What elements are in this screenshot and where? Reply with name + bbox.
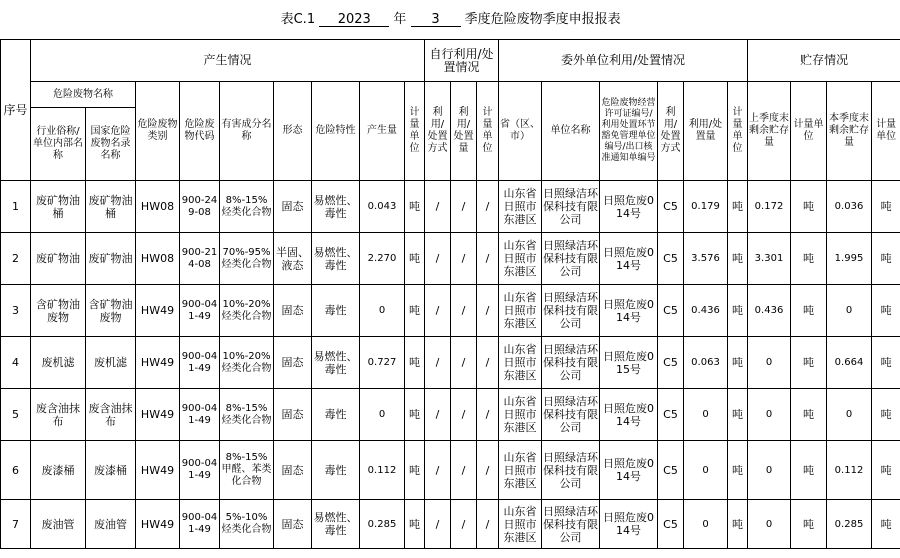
header-curr-storage: 本季度末剩余贮存量: [827, 82, 872, 181]
cell-out-unit: 吨: [728, 181, 748, 233]
cell-prev-storage: 0: [748, 337, 791, 389]
cell-license: 日照危废014号: [600, 389, 658, 441]
report-quarter: 3: [411, 13, 461, 27]
header-self-mode: 利用/处置方式: [425, 82, 451, 181]
header-company: 单位名称: [542, 82, 600, 181]
cell-company: 日照绿洁环保科技有限公司: [542, 441, 600, 500]
cell-prev-unit: 吨: [791, 500, 827, 549]
cell-component: 10%-20%烃类化合物: [220, 285, 274, 337]
cell-license: 日照危废014号: [600, 181, 658, 233]
cell-license: 日照危废015号: [600, 337, 658, 389]
cell-category: HW08: [136, 181, 180, 233]
cell-self-mode: /: [425, 389, 451, 441]
cell-code: 900-249-08: [180, 181, 220, 233]
cell-form: 固态: [274, 441, 312, 500]
cell-industry-name: 废漆桶: [31, 441, 86, 500]
cell-prev-storage: 0.436: [748, 285, 791, 337]
cell-no: 7: [1, 500, 31, 549]
header-waste-category: 危险废物类别: [136, 82, 180, 181]
cell-category: HW49: [136, 285, 180, 337]
cell-self-mode: /: [425, 441, 451, 500]
cell-curr-unit: 吨: [872, 337, 900, 389]
cell-prev-storage: 0: [748, 441, 791, 500]
cell-license: 日照危废014号: [600, 285, 658, 337]
cell-form: 固态: [274, 500, 312, 549]
cell-industry-name: 废含油抹布: [31, 389, 86, 441]
cell-hazard: 易燃性、毒性: [312, 181, 360, 233]
header-self-unit: 计量单位: [477, 82, 499, 181]
header-storage-unit: 计量单位: [791, 82, 827, 181]
cell-amount: 0.285: [360, 500, 405, 549]
cell-hazard: 毒性: [312, 389, 360, 441]
cell-out-mode: C5: [658, 233, 684, 285]
cell-category: HW08: [136, 233, 180, 285]
table-row: [1, 441, 900, 500]
cell-category: HW49: [136, 441, 180, 500]
cell-unit: 吨: [405, 285, 425, 337]
cell-out-amount: 0: [684, 500, 728, 549]
cell-out-mode: C5: [658, 500, 684, 549]
header-waste-name-group: 危险废物名称: [31, 82, 136, 108]
group-outsourced: 委外单位利用/处置情况: [499, 40, 748, 82]
cell-out-amount: 0: [684, 389, 728, 441]
cell-national-name: 废油管: [86, 500, 136, 549]
cell-province: 山东省日照市东港区: [499, 500, 542, 549]
cell-unit: 吨: [405, 389, 425, 441]
table-row: [1, 389, 900, 441]
cell-no: 3: [1, 285, 31, 337]
cell-component: 70%-95%烃类化合物: [220, 233, 274, 285]
cell-license: 日照危废014号: [600, 233, 658, 285]
cell-province: 山东省日照市东港区: [499, 441, 542, 500]
cell-component: 8%-15%烃类化合物: [220, 181, 274, 233]
cell-license: 日照危废014号: [600, 500, 658, 549]
cell-self-amount: /: [451, 389, 477, 441]
cell-category: HW49: [136, 337, 180, 389]
cell-self-mode: /: [425, 233, 451, 285]
cell-hazard: 毒性: [312, 441, 360, 500]
cell-self-amount: /: [451, 441, 477, 500]
cell-national-name: 废矿物油桶: [86, 181, 136, 233]
cell-prev-unit: 吨: [791, 181, 827, 233]
header-curr-unit: 计量单位: [872, 82, 900, 181]
cell-industry-name: 废矿物油: [31, 233, 86, 285]
cell-no: 5: [1, 389, 31, 441]
table-row: [1, 181, 900, 233]
cell-code: 900-041-49: [180, 337, 220, 389]
report-title: 表C.1 2023 年 3 季度危险废物季度申报报表: [1, 0, 900, 40]
cell-province: 山东省日照市东港区: [499, 389, 542, 441]
cell-component: 5%-10%烃类化合物: [220, 500, 274, 549]
cell-out-amount: 0.063: [684, 337, 728, 389]
cell-self-mode: /: [425, 337, 451, 389]
cell-license: 日照危废014号: [600, 441, 658, 500]
cell-national-name: 废机滤: [86, 337, 136, 389]
cell-province: 山东省日照市东港区: [499, 181, 542, 233]
cell-out-amount: 0.179: [684, 181, 728, 233]
cell-no: 1: [1, 181, 31, 233]
cell-company: 日照绿洁环保科技有限公司: [542, 389, 600, 441]
cell-national-name: 含矿物油废物: [86, 285, 136, 337]
cell-component: 10%-20%烃类化合物: [220, 337, 274, 389]
cell-curr-storage: 0.285: [827, 500, 872, 549]
cell-company: 日照绿洁环保科技有限公司: [542, 285, 600, 337]
cell-code: 900-041-49: [180, 389, 220, 441]
cell-company: 日照绿洁环保科技有限公司: [542, 337, 600, 389]
cell-unit: 吨: [405, 337, 425, 389]
cell-curr-storage: 0.664: [827, 337, 872, 389]
cell-self-unit: /: [477, 181, 499, 233]
cell-out-unit: 吨: [728, 233, 748, 285]
cell-self-mode: /: [425, 500, 451, 549]
cell-prev-unit: 吨: [791, 389, 827, 441]
cell-company: 日照绿洁环保科技有限公司: [542, 181, 600, 233]
header-hazard: 危险特性: [312, 82, 360, 181]
cell-unit: 吨: [405, 441, 425, 500]
cell-unit: 吨: [405, 233, 425, 285]
cell-out-amount: 0: [684, 441, 728, 500]
cell-self-mode: /: [425, 285, 451, 337]
cell-hazard: 易燃性、毒性: [312, 500, 360, 549]
cell-company: 日照绿洁环保科技有限公司: [542, 233, 600, 285]
header-unit: 计量单位: [405, 82, 425, 181]
cell-amount: 0.727: [360, 337, 405, 389]
header-province: 省（区、市）: [499, 82, 542, 181]
cell-hazard: 易燃性、毒性: [312, 337, 360, 389]
cell-category: HW49: [136, 389, 180, 441]
cell-prev-storage: 0: [748, 389, 791, 441]
cell-amount: 0: [360, 389, 405, 441]
cell-component: 8%-15%烃类化合物: [220, 389, 274, 441]
cell-unit: 吨: [405, 181, 425, 233]
cell-industry-name: 废机滤: [31, 337, 86, 389]
cell-self-unit: /: [477, 389, 499, 441]
cell-out-unit: 吨: [728, 389, 748, 441]
cell-curr-storage: 0: [827, 285, 872, 337]
cell-curr-unit: 吨: [872, 233, 900, 285]
report-year: 2023: [319, 13, 389, 27]
cell-prev-unit: 吨: [791, 337, 827, 389]
cell-province: 山东省日照市东港区: [499, 233, 542, 285]
data-rows: [1, 181, 900, 549]
cell-amount: 0.043: [360, 181, 405, 233]
header-amount: 产生量: [360, 82, 405, 181]
cell-national-name: 废含油抹布: [86, 389, 136, 441]
header-out-unit: 计量单位: [728, 82, 748, 181]
cell-self-amount: /: [451, 337, 477, 389]
cell-amount: 0: [360, 285, 405, 337]
cell-no: 6: [1, 441, 31, 500]
cell-out-mode: C5: [658, 337, 684, 389]
cell-out-mode: C5: [658, 285, 684, 337]
cell-curr-unit: 吨: [872, 500, 900, 549]
cell-self-unit: /: [477, 285, 499, 337]
header-national-name: 国家危险废物名录名称: [86, 108, 136, 181]
group-storage: 贮存情况: [748, 40, 900, 82]
header-waste-code: 危险废物代码: [180, 82, 220, 181]
cell-curr-unit: 吨: [872, 441, 900, 500]
cell-unit: 吨: [405, 500, 425, 549]
cell-industry-name: 废油管: [31, 500, 86, 549]
cell-form: 固态: [274, 285, 312, 337]
header-industry-name: 行业俗称/单位内部名称: [31, 108, 86, 181]
cell-out-amount: 0.436: [684, 285, 728, 337]
table-row: [1, 285, 900, 337]
cell-national-name: 废漆桶: [86, 441, 136, 500]
header-self-amount: 利用/处置量: [451, 82, 477, 181]
cell-province: 山东省日照市东港区: [499, 337, 542, 389]
cell-out-unit: 吨: [728, 500, 748, 549]
cell-curr-storage: 0: [827, 389, 872, 441]
cell-out-amount: 3.576: [684, 233, 728, 285]
cell-curr-unit: 吨: [872, 285, 900, 337]
cell-amount: 0.112: [360, 441, 405, 500]
cell-self-amount: /: [451, 285, 477, 337]
cell-out-unit: 吨: [728, 441, 748, 500]
cell-prev-storage: 3.301: [748, 233, 791, 285]
group-production: 产生情况: [31, 40, 425, 82]
cell-form: 半固、液态: [274, 233, 312, 285]
cell-self-mode: /: [425, 181, 451, 233]
cell-hazard: 易燃性、毒性: [312, 233, 360, 285]
cell-component: 8%-15%甲醛、苯类化合物: [220, 441, 274, 500]
cell-form: 固态: [274, 181, 312, 233]
cell-code: 900-214-08: [180, 233, 220, 285]
cell-code: 900-041-49: [180, 441, 220, 500]
header-prev-storage: 上季度末剩余贮存量: [748, 82, 791, 181]
cell-prev-unit: 吨: [791, 285, 827, 337]
header-harmful-component: 有害成分名称: [220, 82, 274, 181]
table-row: [1, 233, 900, 285]
header-license: 危险废物经营许可证编号/利用处置环节豁免管理单位编号/出口核准通知单编号: [600, 82, 658, 181]
cell-prev-unit: 吨: [791, 441, 827, 500]
cell-out-mode: C5: [658, 441, 684, 500]
header-form: 形态: [274, 82, 312, 181]
cell-company: 日照绿洁环保科技有限公司: [542, 500, 600, 549]
cell-form: 固态: [274, 389, 312, 441]
cell-form: 固态: [274, 337, 312, 389]
cell-curr-unit: 吨: [872, 181, 900, 233]
cell-curr-storage: 0.036: [827, 181, 872, 233]
cell-category: HW49: [136, 500, 180, 549]
cell-prev-storage: 0.172: [748, 181, 791, 233]
cell-self-unit: /: [477, 500, 499, 549]
cell-amount: 2.270: [360, 233, 405, 285]
table-row: [1, 337, 900, 389]
cell-out-unit: 吨: [728, 285, 748, 337]
header-out-mode: 利用/处置方式: [658, 82, 684, 181]
cell-out-mode: C5: [658, 181, 684, 233]
cell-no: 4: [1, 337, 31, 389]
header-out-amount: 利用/处置量: [684, 82, 728, 181]
header-seq: 序号: [1, 40, 31, 181]
cell-prev-storage: 0: [748, 500, 791, 549]
cell-code: 900-041-49: [180, 285, 220, 337]
cell-self-amount: /: [451, 500, 477, 549]
group-self-use: 自行利用/处置情况: [425, 40, 499, 82]
cell-industry-name: 废矿物油桶: [31, 181, 86, 233]
table-row: [1, 500, 900, 549]
cell-self-unit: /: [477, 233, 499, 285]
cell-code: 900-041-49: [180, 500, 220, 549]
cell-industry-name: 含矿物油废物: [31, 285, 86, 337]
cell-no: 2: [1, 233, 31, 285]
cell-curr-storage: 1.995: [827, 233, 872, 285]
cell-curr-unit: 吨: [872, 389, 900, 441]
cell-province: 山东省日照市东港区: [499, 285, 542, 337]
cell-curr-storage: 0.112: [827, 441, 872, 500]
cell-out-unit: 吨: [728, 337, 748, 389]
cell-self-unit: /: [477, 337, 499, 389]
cell-national-name: 废矿物油: [86, 233, 136, 285]
cell-hazard: 毒性: [312, 285, 360, 337]
cell-self-unit: /: [477, 441, 499, 500]
cell-prev-unit: 吨: [791, 233, 827, 285]
cell-self-amount: /: [451, 233, 477, 285]
cell-self-amount: /: [451, 181, 477, 233]
cell-out-mode: C5: [658, 389, 684, 441]
